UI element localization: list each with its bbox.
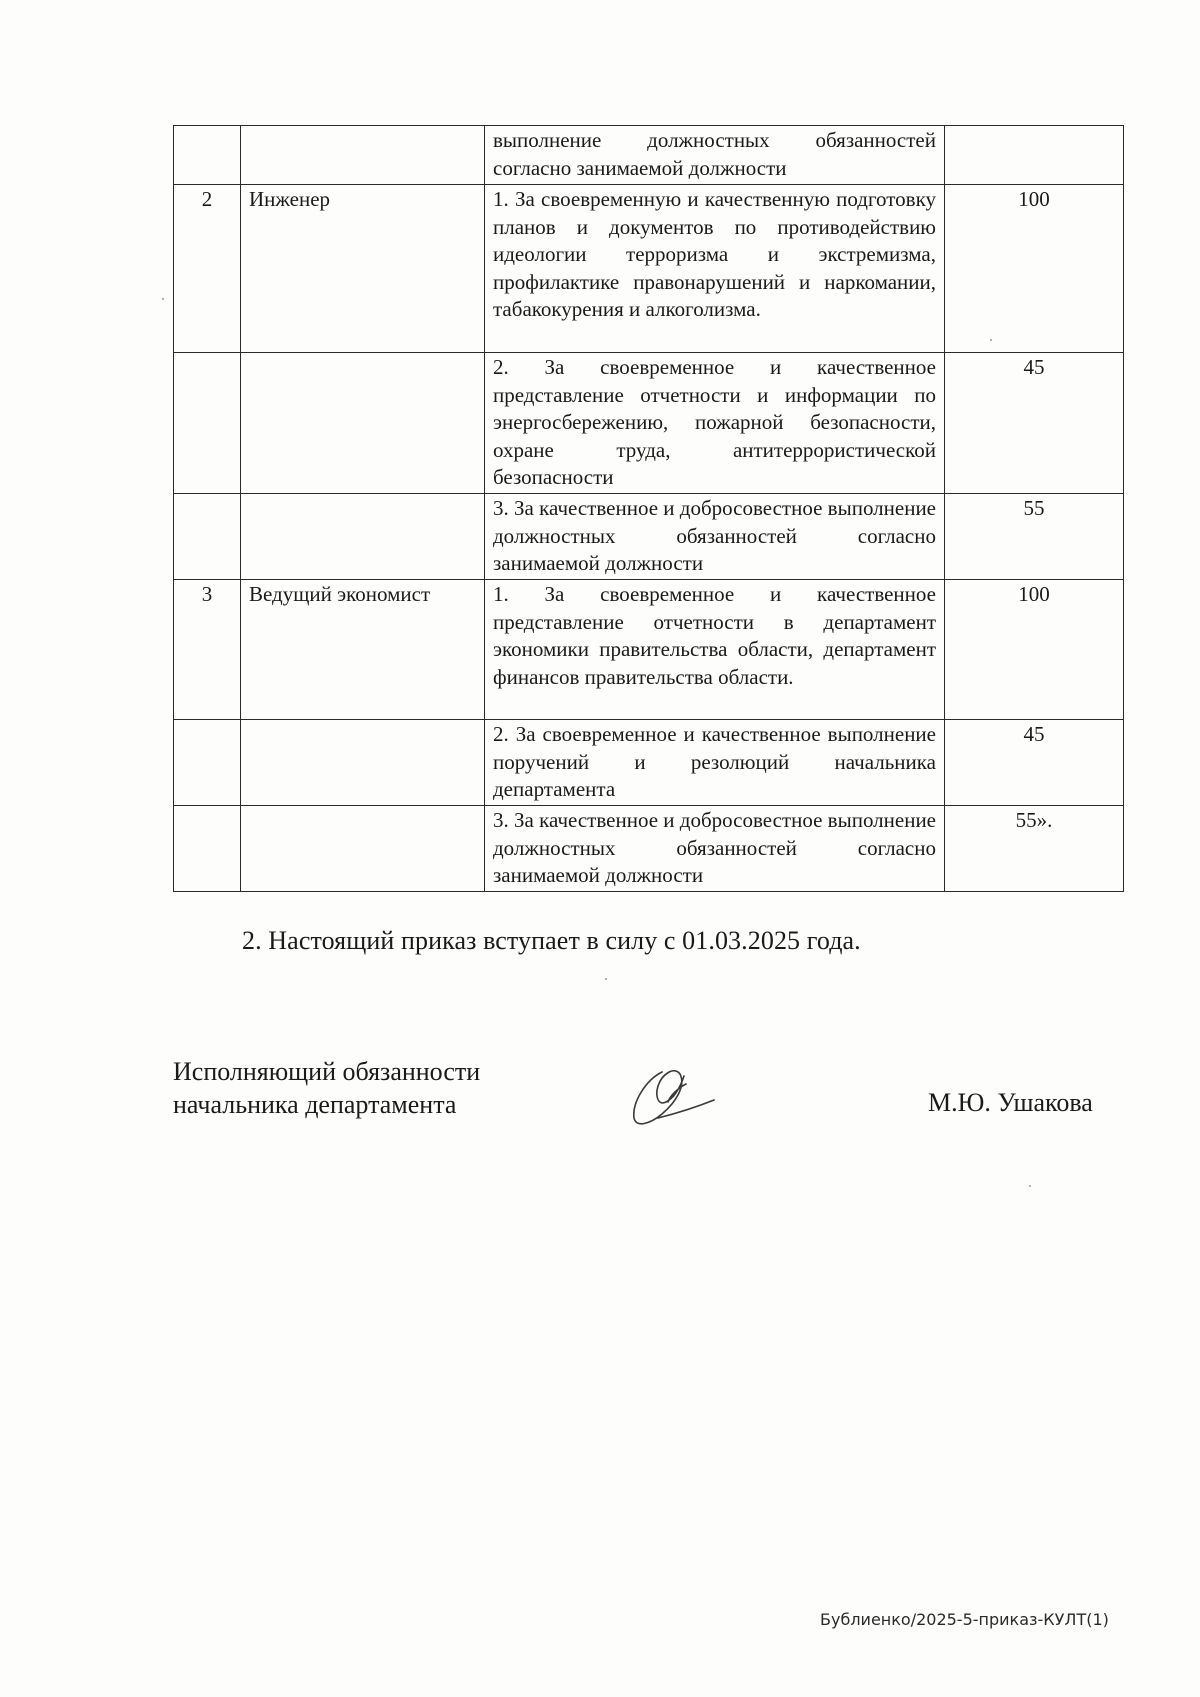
- order-effective-date-paragraph: 2. Настоящий приказ вступает в силу с 01.03.2025 года.: [242, 926, 861, 955]
- signatory-title: [173, 1055, 480, 1121]
- row-number-cell: [174, 126, 241, 185]
- table-row: [174, 720, 1124, 806]
- document-reference: Бублиенко/2025-5-приказ-КУЛТ(1): [820, 1610, 1109, 1629]
- table-row: [174, 806, 1124, 892]
- scan-speck: [605, 978, 607, 980]
- amount-cell: 45: [945, 720, 1124, 806]
- row-number-cell: [174, 353, 241, 494]
- signatory-name: М.Ю. Ушакова: [928, 1088, 1093, 1117]
- position-cell: [241, 494, 485, 580]
- position-cell: Ведущий экономист: [241, 580, 485, 720]
- criterion-cell: 1. За своевременную и качественную подготовку планов и документов по противодействию идеологии терроризма и экстремизма, профилактике правонарушений и наркомании, табакокурения и алкоголизма.: [485, 185, 945, 353]
- amount-cell: 45: [945, 353, 1124, 494]
- signatory-title-line-2: начальника департамента: [173, 1090, 457, 1119]
- table-row: [174, 185, 1124, 353]
- row-number-cell: [174, 494, 241, 580]
- row-number-cell: 3: [174, 580, 241, 720]
- amount-cell: 100: [945, 580, 1124, 720]
- amount-cell: [945, 126, 1124, 185]
- position-cell: [241, 806, 485, 892]
- signatory-title-line-1: Исполняющий обязанности: [173, 1057, 481, 1086]
- scan-speck: [990, 339, 992, 341]
- amount-cell: 55».: [945, 806, 1124, 892]
- table-row: [174, 126, 1124, 185]
- table-row: [174, 353, 1124, 494]
- row-number-cell: [174, 720, 241, 806]
- criterion-cell: выполнение должностных обязанностей согласно занимаемой должности: [485, 126, 945, 185]
- criterion-cell: 3. За качественное и добросовестное выполнение должностных обязанностей согласно занимаемой должности: [485, 494, 945, 580]
- amount-cell: 55: [945, 494, 1124, 580]
- amount-cell: 100: [945, 185, 1124, 353]
- position-cell: [241, 720, 485, 806]
- criterion-cell: 2. За своевременное и качественное выполнение поручений и резолюций начальника департамента: [485, 720, 945, 806]
- criterion-cell: 3. За качественное и добросовестное выполнение должностных обязанностей согласно занимаемой должности: [485, 806, 945, 892]
- row-number-cell: 2: [174, 185, 241, 353]
- position-cell: [241, 353, 485, 494]
- row-number-cell: [174, 806, 241, 892]
- table-row: [174, 580, 1124, 720]
- bonus-criteria-table: [173, 125, 1124, 892]
- handwritten-signature: [628, 1062, 716, 1134]
- scan-speck: [1029, 1185, 1031, 1187]
- position-cell: [241, 126, 485, 185]
- position-cell: Инженер: [241, 185, 485, 353]
- table-row: [174, 494, 1124, 580]
- scan-speck: [162, 298, 164, 300]
- criterion-cell: 1. За своевременное и качественное представление отчетности в департамент экономики правительства области, департамент финансов правительства области.: [485, 580, 945, 720]
- criterion-cell: 2. За своевременное и качественное представление отчетности и информации по энергосбережению, пожарной безопасности, охране труда, антитеррористической безопасности: [485, 353, 945, 494]
